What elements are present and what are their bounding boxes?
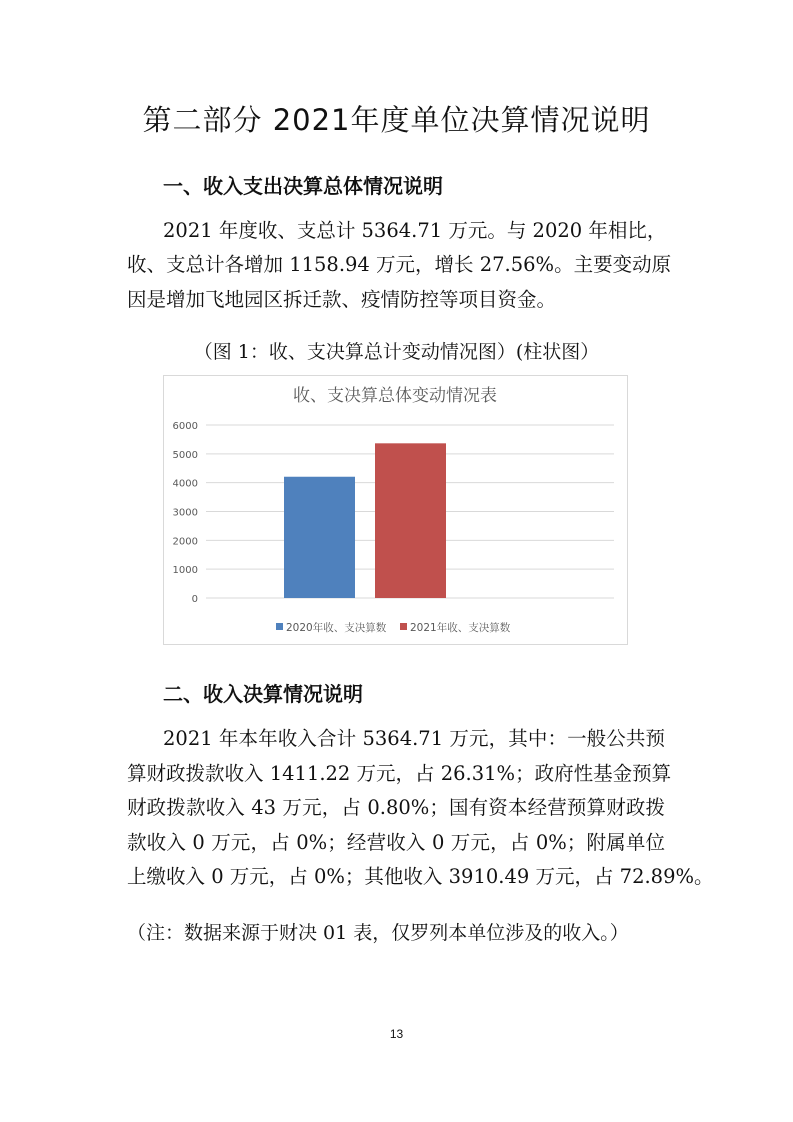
y-tick-label: 1000 bbox=[172, 565, 198, 577]
y-tick-label: 5000 bbox=[172, 449, 198, 461]
data-source-note: （注：数据来源于财决 01 表，仅罗列本单位涉及的收入。） bbox=[127, 922, 629, 944]
page-title: 第二部分 2021年度单位决算情况说明 bbox=[142, 103, 651, 137]
chart-title: 收、支决算总体变动情况表 bbox=[293, 386, 497, 406]
y-tick-label: 2000 bbox=[172, 536, 198, 548]
y-tick-label: 0 bbox=[191, 594, 198, 605]
paragraph-line: 算财政拨款收入 1411.22 万元，占 26.31%；政府性基金预算 bbox=[127, 762, 672, 785]
paragraph-line: 因是增加飞地园区拆迁款、疫情防控等项目资金。 bbox=[127, 288, 557, 311]
paragraph-line: 2021 年度收、支总计 5364.71 万元。与 2020 年相比， bbox=[163, 219, 667, 242]
y-tick-label: 4000 bbox=[172, 478, 198, 490]
section2-heading: 二、收入决算情况说明 bbox=[163, 682, 363, 706]
section1-heading: 一、收入支出决算总体情况说明 bbox=[163, 174, 443, 198]
y-tick-label: 3000 bbox=[172, 507, 198, 519]
figure-caption: （图 1：收、支决算总计变动情况图）(柱状图） bbox=[193, 341, 600, 363]
legend-label: 2021年收、支决算数 bbox=[410, 622, 511, 634]
y-tick-label: 6000 bbox=[172, 421, 198, 432]
page-number: 13 bbox=[389, 1027, 404, 1041]
chart-canvas bbox=[164, 376, 627, 644]
legend-label: 2020年收、支决算数 bbox=[286, 622, 387, 634]
paragraph-line: 财政拨款收入 43 万元，占 0.80%；国有资本经营预算财政拨 bbox=[127, 796, 665, 819]
paragraph-line: 上缴收入 0 万元，占 0%；其他收入 3910.49 万元，占 72.89%。 bbox=[127, 865, 714, 888]
bar-2020 bbox=[284, 477, 355, 598]
legend-swatch bbox=[276, 623, 283, 630]
bar-chart bbox=[163, 375, 628, 645]
paragraph-line: 2021 年本年收入合计 5364.71 万元，其中：一般公共预 bbox=[163, 727, 665, 750]
legend-swatch bbox=[400, 623, 407, 630]
bar-2021 bbox=[375, 443, 446, 598]
paragraph-line: 收、支总计各增加 1158.94 万元，增长 27.56%。主要变动原 bbox=[127, 253, 672, 276]
paragraph-line: 款收入 0 万元，占 0%；经营收入 0 万元，占 0%；附属单位 bbox=[127, 831, 665, 854]
